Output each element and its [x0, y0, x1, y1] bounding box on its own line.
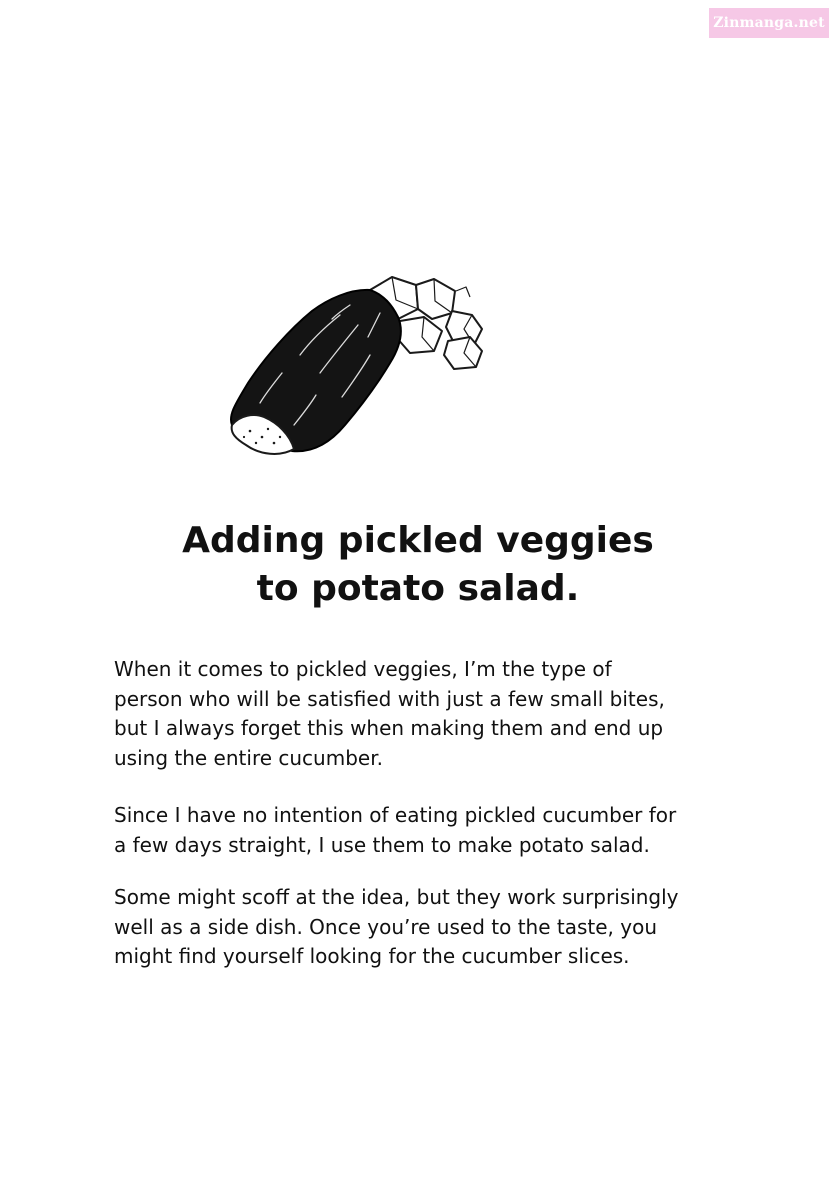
paragraph-line: person who will be satisfied with just a few small bites, [114, 686, 665, 711]
paragraph-line: Some might scoff at the idea, but they work surprisingly [114, 885, 679, 909]
paragraph-1 [114, 655, 754, 773]
paragraph-line: When it comes to pickled veggies, I’m the type of [114, 657, 612, 681]
page-title-line-1: Adding pickled veggies [182, 520, 654, 561]
paragraph-line: well as a side dish. Once you’re used to the taste, you [114, 914, 657, 939]
watermark-badge: Zinmanga.net [709, 8, 829, 38]
paragraph-line: might find yourself looking for the cucumber slices. [114, 944, 630, 968]
paragraph-3 [114, 883, 754, 972]
page-title-line-2: to potato salad. [256, 568, 580, 609]
paragraph-line: a few days straight, I use them to make potato salad. [114, 832, 650, 857]
paragraph-line: but I always forget this when making them and end up [114, 716, 664, 740]
pickled-cucumber-illustration [220, 265, 495, 465]
paragraph-2 [114, 801, 754, 860]
paragraph-line: using the entire cucumber. [114, 745, 383, 770]
paragraph-line: Since I have no intention of eating pickled cucumber for [114, 803, 677, 827]
